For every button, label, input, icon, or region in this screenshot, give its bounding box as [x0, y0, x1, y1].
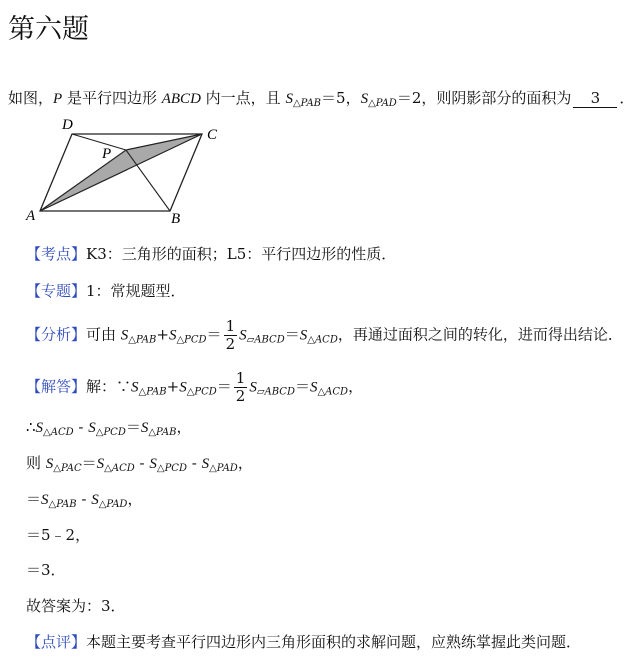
page-title: 第六题: [8, 14, 89, 45]
step-5: ＝3．: [26, 561, 66, 579]
fenxi-line: 【分析】可由 $S_{\triangle PAB}+S_{\triangle PCD}=$ $\frac{1}{2}$ $S_{▱ABCD}=S_{\triangle ACD}$，再通过面积之间的转化，进而得出结论．: [26, 317, 623, 353]
jieda-line: 【解答】解：$\because S_{\triangle PAB}+S_{\triangle PCD}=$ $\frac{1}{2}$ $S_{▱ABCD}=S_{\triangle ACD}$，: [26, 369, 364, 405]
label-p: P: [102, 146, 112, 162]
fraction-half: $\frac{1}{2}$: [225, 317, 236, 353]
step-2: 则 $S_{\triangle PAC}=S_{\triangle ACD} - S_{\triangle PCD} - S_{\triangle PAD}$，: [26, 454, 253, 474]
parallelogram-figure: [22, 112, 222, 224]
label-b: B: [171, 211, 181, 224]
kaodian-line: 【考点】K3：三角形的面积；L5：平行四边形的性质．: [26, 245, 397, 263]
step-4: ＝5﹣2，: [26, 526, 91, 544]
kaodian-tag: 【考点】: [26, 245, 87, 263]
fenxi-tag: 【分析】: [26, 325, 87, 344]
dianping-line: 【点评】本题主要考查平行四边形内三角形面积的求解问题，应熟练掌握此类问题．: [26, 633, 582, 651]
dianping-tag: 【点评】: [26, 633, 87, 651]
final-answer: 故答案为：3．: [26, 597, 126, 615]
problem-statement: 如图，P 是平行四边形 ABCD 内一点，且 $S_{\triangle PAB}=5$，$S_{\triangle PAD}=2$，则阴影部分的面积为 3 ．: [8, 89, 635, 109]
label-a: A: [26, 208, 36, 224]
fraction-half: $\frac{1}{2}$: [235, 369, 246, 405]
label-d: D: [62, 117, 73, 133]
answer-blank: 3: [573, 89, 617, 108]
step-3: $=S_{\triangle PAB} - S_{\triangle PAD}$，: [26, 490, 143, 510]
step-1: $\therefore S_{\triangle ACD} - S_{\triangle PCD}=S_{\triangle PAB}$，: [26, 418, 192, 438]
jieda-tag: 【解答】: [26, 377, 87, 396]
shaded-triangle-pac: [40, 134, 202, 211]
label-c: C: [207, 127, 218, 143]
segment-pd: [72, 134, 126, 150]
zhuanti-tag: 【专题】: [26, 282, 87, 300]
zhuanti-line: 【专题】1：常规题型．: [26, 282, 186, 300]
